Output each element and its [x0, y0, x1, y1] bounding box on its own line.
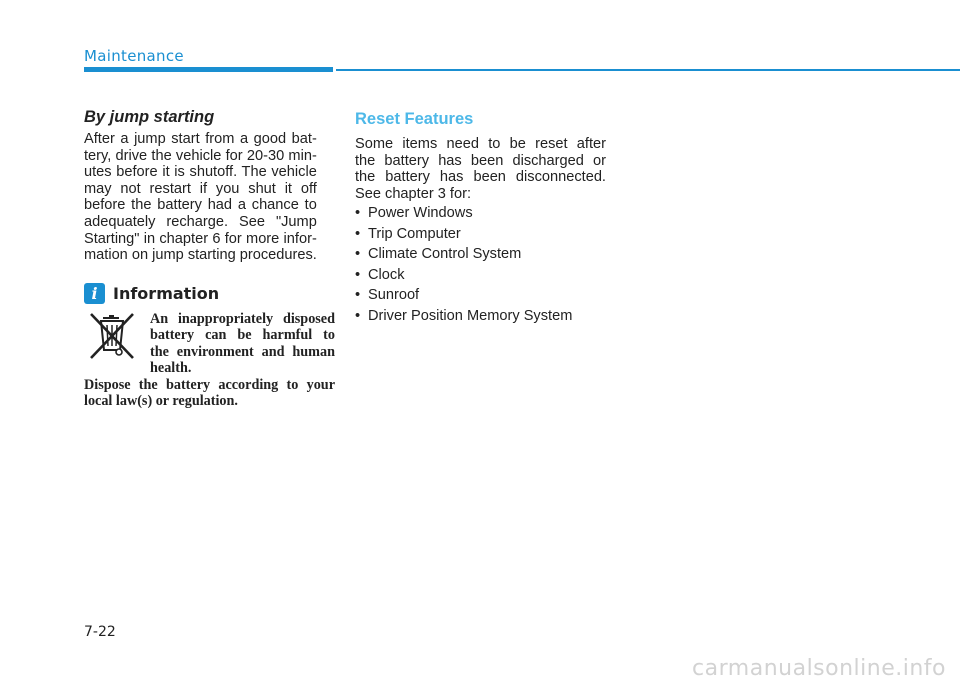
information-header [84, 282, 219, 304]
info-icon: i [84, 283, 105, 304]
header-rule-thick [84, 67, 333, 72]
crossed-out-wheelie-bin-icon [86, 310, 138, 362]
list-item: • Sunroof [355, 285, 572, 306]
list-item: • Driver Position Memory System [355, 306, 572, 327]
header-rule-thin [336, 69, 960, 71]
list-item: • Clock [355, 265, 572, 286]
reset-features-paragraph: Some items need to be reset after the battery has been discharged or the battery has been disconnected. See chapter 3 for: [355, 136, 606, 202]
battery-warning-text: An inappropriately disposed battery can be harmful to the environment and human health. [150, 311, 335, 377]
reset-items-list [355, 203, 572, 327]
reset-features-heading: Reset Features [355, 110, 474, 128]
jump-starting-paragraph: After a jump start from a good bat- tery, drive the vehicle for 20-30 min- utes before it is shutoff. The vehicle may not restart if you shut it off before the battery had a chance to adequately recharge. See "Jump Starting" in chapter 6 for more infor- mation on jump starting procedures. [84, 131, 317, 264]
battery-dispose-text: Dispose the battery according to your local law(s) or regulation. [84, 377, 335, 410]
list-item: • Climate Control System [355, 244, 572, 265]
page-section-title: Maintenance [84, 47, 184, 65]
page-number: 7-22 [84, 624, 116, 640]
jump-starting-heading: By jump starting [84, 108, 215, 126]
watermark: carmanualsonline.info [692, 656, 946, 681]
list-item: • Trip Computer [355, 224, 572, 245]
information-label: Information [113, 283, 220, 303]
list-item: • Power Windows [355, 203, 572, 224]
